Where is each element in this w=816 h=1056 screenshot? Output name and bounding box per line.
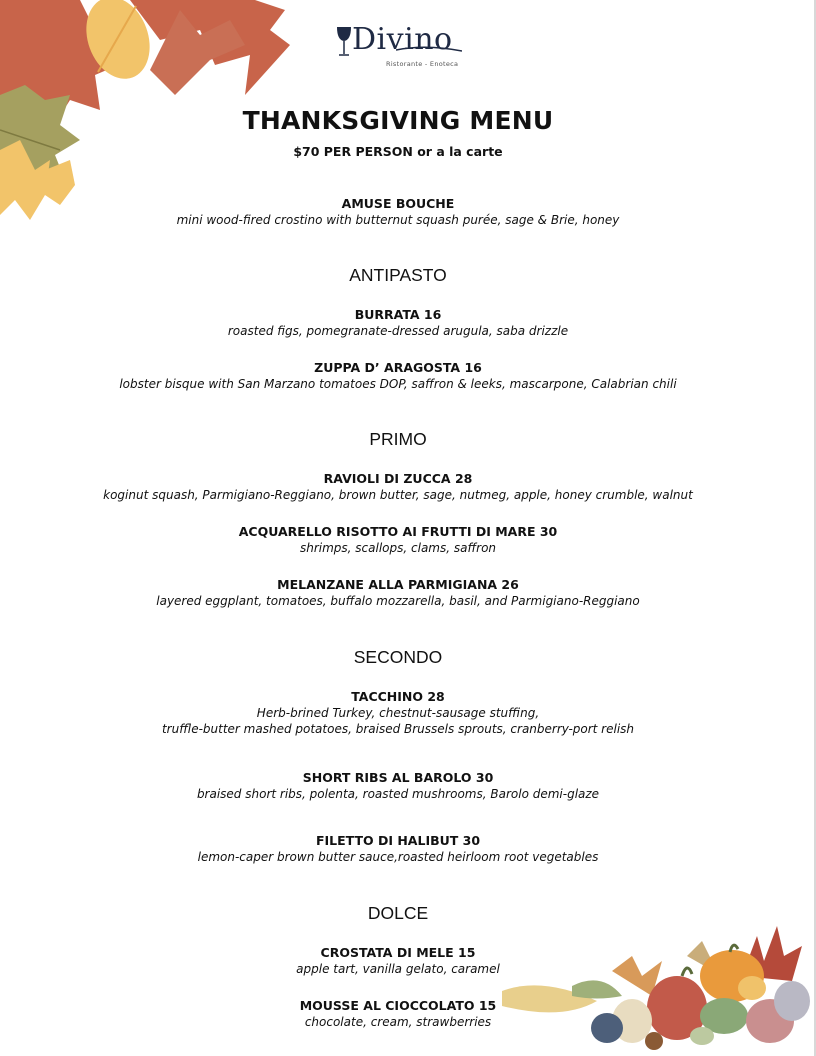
dish-name: FILETTO DI HALIBUT 30	[315, 833, 481, 848]
dish-melanzane-parmigiana	[0, 576, 796, 609]
dish-description: lemon-caper brown butter sauce,roasted heirloom root vegetables	[197, 850, 599, 864]
dish-burrata	[0, 306, 796, 339]
logo-tagline: Ristorante - Enoteca	[386, 60, 459, 68]
dish-risotto-frutti-di-mare	[0, 523, 796, 556]
section-title-dolce: DOLCE	[367, 903, 429, 923]
dish-name: SHORT RIBS AL BAROLO 30	[302, 770, 494, 785]
dish-description: chocolate, cream, strawberries	[304, 1015, 492, 1029]
dish-mousse-cioccolato	[0, 997, 796, 1030]
menu-title: THANKSGIVING MENU	[242, 106, 554, 135]
dish-name: BURRATA 16	[354, 307, 442, 322]
dish-ravioli-zucca	[0, 470, 796, 503]
section-title-secondo: SECONDO	[353, 647, 443, 667]
dish-name: AMUSE BOUCHE	[341, 196, 455, 211]
dish-filetto-halibut	[0, 832, 796, 865]
section-title-antipasto: ANTIPASTO	[349, 265, 447, 285]
dish-short-ribs-barolo	[0, 769, 796, 802]
dish-crostata-mele	[0, 944, 796, 977]
dish-description: shrimps, scallops, clams, saffron	[299, 541, 497, 555]
wine-glass-icon	[336, 26, 352, 58]
dish-description: layered eggplant, tomatoes, buffalo mozzarella, basil, and Parmigiano-Reggiano	[156, 594, 640, 608]
dish-description: Herb-brined Turkey, chestnut-sausage stuffing,	[256, 706, 540, 720]
restaurant-logo	[336, 20, 466, 72]
dish-name: ZUPPA D’ ARAGOSTA 16	[314, 360, 482, 375]
dish-name: TACCHINO 28	[351, 689, 445, 704]
dish-description: roasted figs, pomegranate-dressed arugula, saba drizzle	[227, 324, 569, 338]
dish-description: koginut squash, Parmigiano-Reggiano, brown butter, sage, nutmeg, apple, honey crumble, walnut	[103, 488, 693, 502]
dish-description-line-2: truffle-butter mashed potatoes, braised Brussels sprouts, cranberry-port relish	[161, 722, 635, 736]
dish-amuse-bouche	[0, 195, 796, 228]
dish-name: MOUSSE AL CIOCCOLATO 15	[299, 998, 497, 1013]
dish-description: apple tart, vanilla gelato, caramel	[296, 962, 500, 976]
dish-description: mini wood-fired crostino with butternut squash purée, sage & Brie, honey	[176, 213, 620, 227]
dish-name: RAVIOLI DI ZUCCA 28	[323, 471, 473, 486]
dish-description: lobster bisque with San Marzano tomatoes DOP, saffron & leeks, mascarpone, Calabrian chili	[119, 377, 677, 391]
harvest-vegetables-illustration	[502, 916, 812, 1056]
logo-wordmark: Divino	[352, 22, 453, 57]
dish-name: ACQUARELLO RISOTTO AI FRUTTI DI MARE 30	[238, 524, 558, 539]
dish-description: braised short ribs, polenta, roasted mushrooms, Barolo demi-glaze	[196, 787, 600, 801]
dish-name: CROSTATA DI MELE 15	[320, 945, 476, 960]
menu-subtitle: $70 PER PERSON or a la carte	[293, 144, 503, 159]
dish-name: MELANZANE ALLA PARMIGIANA 26	[277, 577, 519, 592]
logo-swoosh-icon	[396, 44, 462, 54]
section-title-primo: PRIMO	[369, 429, 427, 449]
dish-zuppa-aragosta	[0, 359, 796, 392]
dish-tacchino	[0, 688, 796, 737]
